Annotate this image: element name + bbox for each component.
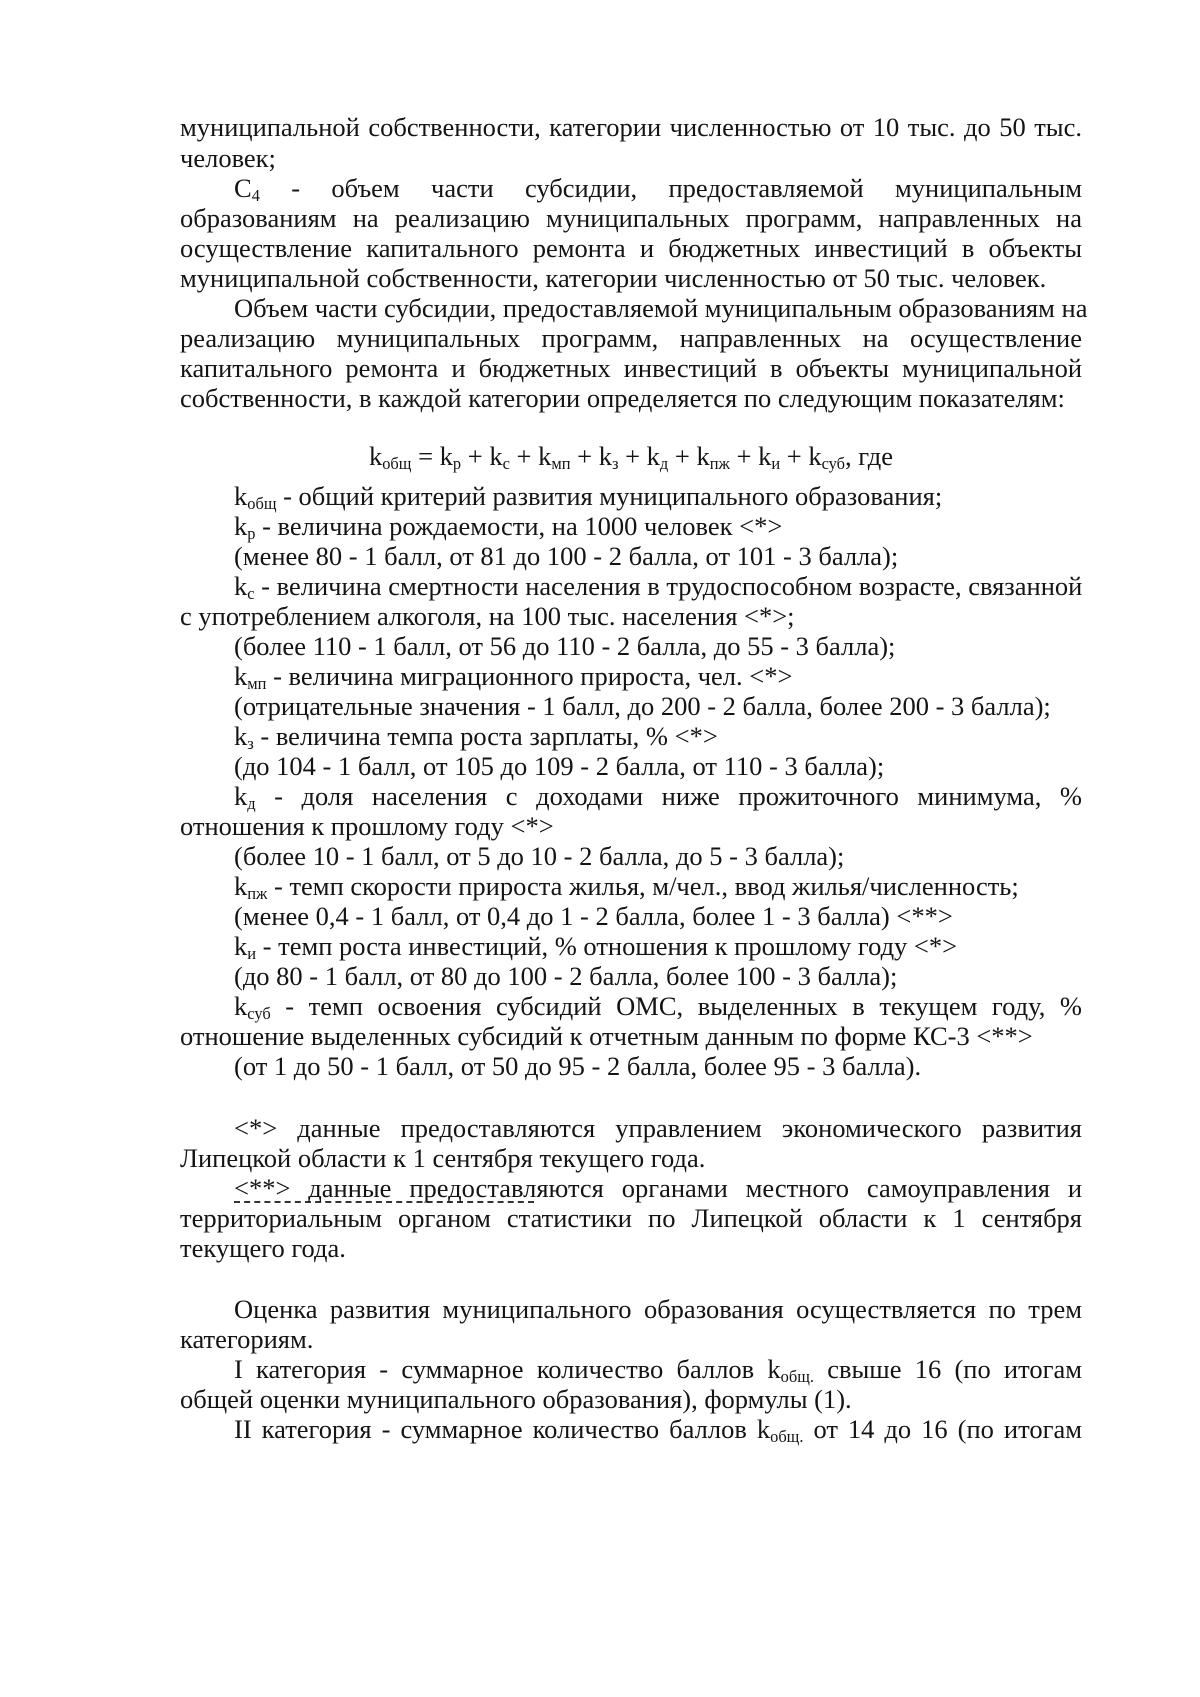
text-line: Объем части субсидии, предоставляемой муниципальным образованиям на <box>234 293 1088 323</box>
definition-text: - темп освоения субсидий ОМС, выделенных в текущем году, % <box>270 991 1082 1021</box>
text-line: осуществление капитального ремонта и бюджетных инвестиций в объекты <box>180 233 1082 263</box>
definition-line <box>234 510 1082 542</box>
text-line: II категория - суммарное количество баллов $k_{общ.}$ от 14 до 16 (по итогам <box>234 1414 1082 1447</box>
definition-line <box>234 900 1082 932</box>
text-line: реализацию муниципальных программ, направленных на осуществление <box>180 323 1082 353</box>
definition-subscript: з <box>247 734 254 754</box>
definition-text: - общий критерий развития муниципального образования; <box>276 481 943 511</box>
definition-text: - доля населения с доходами ниже прожиточного минимума, % <box>255 781 1082 811</box>
text-line: $С_4$ - объем части субсидии, предоставляемой муниципальным <box>234 173 1082 206</box>
definition-line <box>234 930 1082 962</box>
definition-line <box>234 960 1082 992</box>
definition-line <box>234 870 1082 902</box>
text-line: собственности, в каждой категории определяется по следующим показателям: <box>180 383 1065 413</box>
definition-line <box>234 1050 1082 1082</box>
text-line: капитального ремонта и бюджетных инвестиций в объекты муниципальной <box>180 353 1082 383</box>
definition-text: - темп роста инвестиций, % отношения к прошлому году <*> <box>256 931 958 961</box>
formula-subscript: суб <box>821 454 845 474</box>
text-line: I категория - суммарное количество баллов $k_{общ.}$ свыше 16 (по итогам <box>234 1354 1082 1387</box>
definition-line <box>234 750 1082 782</box>
definition-subscript: общ <box>247 494 277 514</box>
footnote-line: <**> данные предоставляются органами местного самоуправления и <box>234 1173 1082 1203</box>
definition-line <box>234 690 1082 722</box>
definition-text: - величина рождаемости, на 1000 человек <*> <box>255 511 783 541</box>
definition-symbol: k <box>234 511 248 541</box>
definition-text: отношения к прошлому году <*> <box>180 811 554 841</box>
definition-symbol: k <box>234 481 248 511</box>
definition-line <box>234 630 1082 662</box>
definition-line <box>234 540 1082 572</box>
definition-text: (от 1 до 50 - 1 балл, от 50 до 95 - 2 балла, более 95 - 3 балла). <box>234 1051 922 1081</box>
footnote-line: территориальным органом статистики по Липецкой области к 1 сентября <box>180 1203 1082 1233</box>
formula-term: k <box>696 441 710 471</box>
formula-subscript: и <box>771 454 781 474</box>
formula-operator: + <box>570 441 599 471</box>
formula-term: k <box>489 441 503 471</box>
formula-term: k <box>808 441 822 471</box>
formula-subscript: общ <box>382 454 412 474</box>
formula-subscript: з <box>611 454 619 474</box>
formula-subscript: с <box>502 454 510 474</box>
definition-symbol: k <box>234 721 248 751</box>
definition-subscript: р <box>247 524 256 544</box>
definition-symbol: k <box>234 931 248 961</box>
definition-text: - темп скорости прироста жилья, м/чел., ввод жилья/численность; <box>267 871 1019 901</box>
definition-text: (до 80 - 1 балл, от 80 до 100 - 2 балла, более 100 - 3 балла); <box>234 961 898 991</box>
text-line: образованиям на реализацию муниципальных программ, направленных на <box>180 203 1082 233</box>
definition-symbol: k <box>234 991 248 1021</box>
formula-subscript: р <box>452 454 462 474</box>
definition-text: (менее 0,4 - 1 балл, от 0,4 до 1 - 2 балла, более 1 - 3 балла) <**> <box>234 901 953 931</box>
text-line: муниципальной собственности, категории численностью от 10 тыс. до 50 тыс. <box>180 112 1082 142</box>
formula-operator: + <box>729 441 759 471</box>
definition-line <box>180 810 1082 842</box>
definition-line <box>234 780 1082 812</box>
definition-line <box>234 990 1082 1022</box>
definition-line <box>234 840 1082 872</box>
formula-operator: + <box>780 441 809 471</box>
definition-line <box>234 480 1082 512</box>
text-line: человек; <box>180 143 276 173</box>
formula-term: k <box>758 441 772 471</box>
definition-line <box>234 570 1082 602</box>
definition-subscript: д <box>247 794 256 814</box>
definition-text: с употреблением алкоголя, на 100 тыс. населения <*>; <box>180 601 795 631</box>
definition-text: отношение выделенных субсидий к отчетным данным по форме КС-3 <**> <box>180 1021 1033 1051</box>
definition-text: - величина темпа роста зарплаты, % <*> <box>253 721 718 751</box>
definition-subscript: с <box>247 584 255 604</box>
definition-symbol: k <box>234 781 248 811</box>
definition-subscript: пж <box>247 884 268 904</box>
formula-operator: + <box>461 441 490 471</box>
text-line: муниципальной собственности, категории численностью от 50 тыс. человек. <box>180 263 1047 293</box>
definition-text: - величина миграционного прироста, чел. <*> <box>266 661 793 691</box>
formula-subscript: пж <box>709 454 730 474</box>
definition-text: (менее 80 - 1 балл, от 81 до 100 - 2 балла, от 101 - 3 балла); <box>234 541 899 571</box>
definition-subscript: и <box>247 944 257 964</box>
definition-subscript: мп <box>247 674 267 694</box>
formula-term: k <box>439 441 453 471</box>
formula-term: k <box>598 441 612 471</box>
definition-text: - величина смертности населения в трудоспособном возрасте, связанной <box>254 571 1083 601</box>
definition-subscript: суб <box>247 1004 271 1024</box>
formula-term: k <box>368 441 383 471</box>
formula-term: k <box>646 441 660 471</box>
formula <box>180 440 1082 472</box>
formula-operator: + <box>509 441 539 471</box>
formula-subscript: д <box>659 454 669 474</box>
definition-text: (до 104 - 1 балл, от 105 до 109 - 2 балла, от 110 - 3 балла); <box>234 751 885 781</box>
formula-operator: = <box>411 441 440 471</box>
formula-operator: , где <box>844 441 894 471</box>
definition-line <box>180 1020 1082 1052</box>
formula-operator: + <box>618 441 647 471</box>
formula-operator: + <box>668 441 697 471</box>
formula-term: k <box>538 441 552 471</box>
text-line: Оценка развития муниципального образования осуществляется по трем <box>234 1294 1082 1324</box>
definition-symbol: k <box>234 571 248 601</box>
definition-text: (отрицательные значения - 1 балл, до 200 - 2 балла, более 200 - 3 балла); <box>234 691 1051 721</box>
footnote-line: <*> данные предоставляются управлением экономического развития <box>234 1113 1082 1143</box>
definition-symbol: k <box>234 661 248 691</box>
definition-line <box>234 660 1082 692</box>
formula-subscript: мп <box>551 454 571 474</box>
definition-line <box>180 600 1082 632</box>
text-line: общей оценки муниципального образования), формулы (1). <box>180 1384 852 1414</box>
definition-symbol: k <box>234 871 248 901</box>
text-line: категориям. <box>180 1324 314 1354</box>
definition-line <box>234 720 1082 752</box>
footnote-line: текущего года. <box>180 1233 346 1263</box>
definition-text: (более 110 - 1 балл, от 56 до 110 - 2 балла, до 55 - 3 балла); <box>234 631 896 661</box>
footnote-line: Липецкой области к 1 сентября текущего года. <box>180 1143 706 1173</box>
definition-text: (более 10 - 1 балл, от 5 до 10 - 2 балла, до 5 - 3 балла); <box>234 841 845 871</box>
